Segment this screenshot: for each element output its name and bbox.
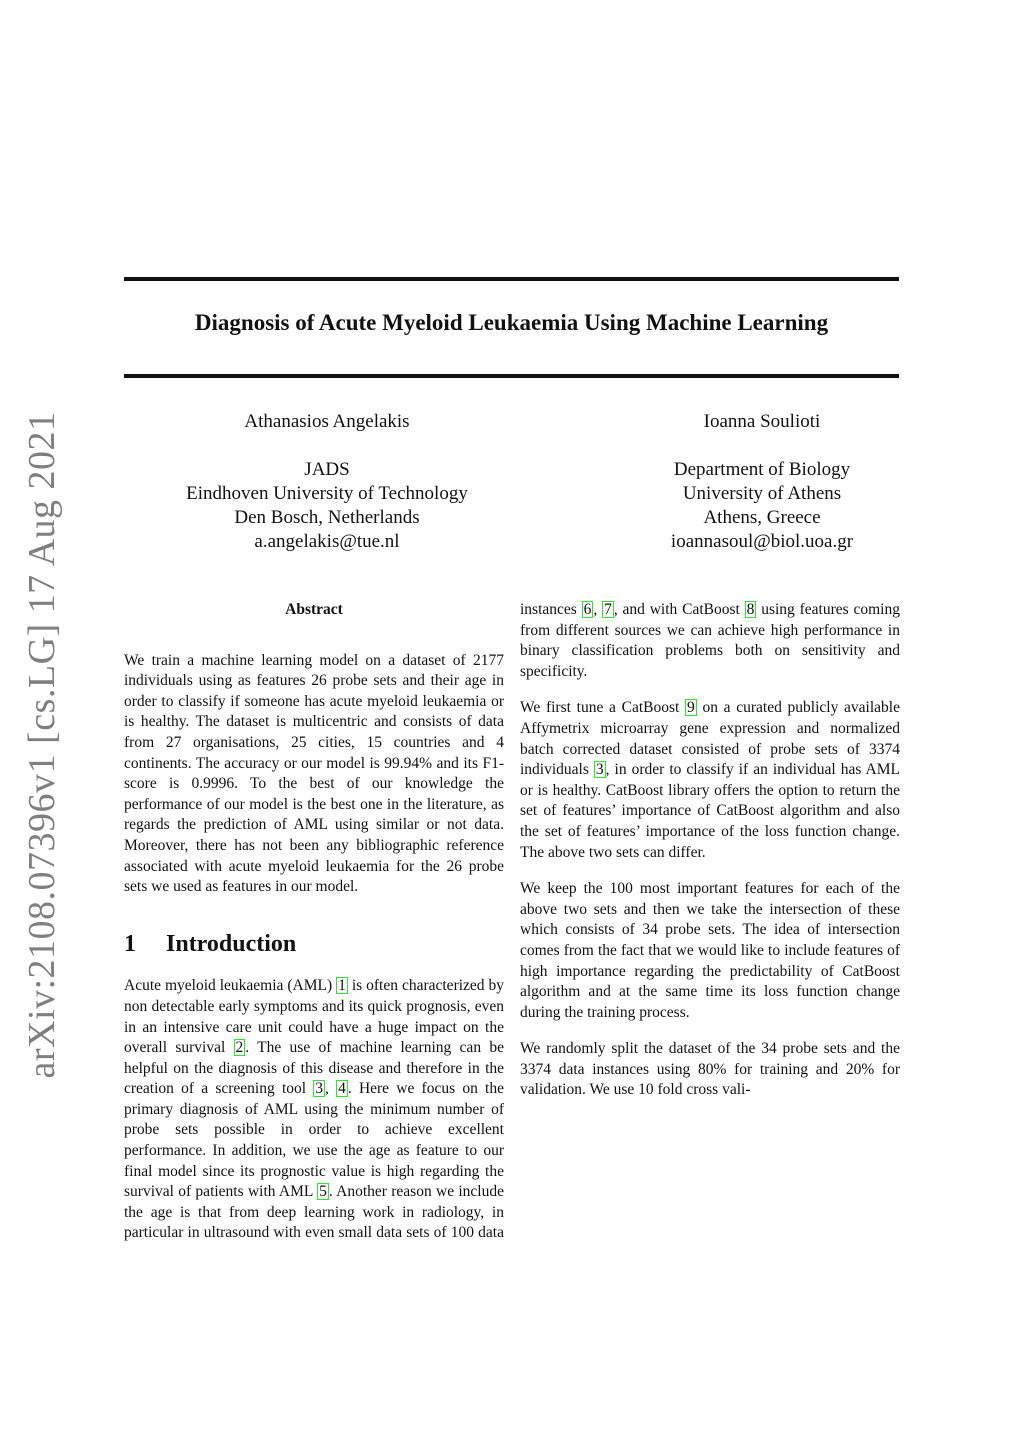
citation-link[interactable]: 3 xyxy=(315,1080,324,1098)
title-rule-bottom xyxy=(124,374,899,378)
author-affiliation-line: Eindhoven University of Technology xyxy=(186,483,468,504)
arxiv-stamp: arXiv:2108.07396v1 [cs.LG] 17 Aug 2021 xyxy=(21,411,63,1079)
author-email[interactable]: ioannasoul@biol.uoa.gr xyxy=(670,531,854,552)
intro-paragraph-2: We first tune a CatBoost 9 on a curated publicly available Affymetrix microarray gene expression and normalized batch corrected dataset consisted of probe sets of 3374 individuals 3 , in order to classify if an individual has AML or is healthy. CatBoost library offers the option to return the set of features’ importance of CatBoost algorithm and also the set of features’ importance of the loss function change. The above two sets can differ. xyxy=(520,699,900,861)
citation-link[interactable]: 2 xyxy=(235,1039,244,1057)
citation-link[interactable]: 7 xyxy=(604,601,612,618)
author-name: Athanasios Angelakis xyxy=(244,411,410,432)
intro-paragraph-1: Acute myeloid leukaemia (AML) 1 is often characterized by non detectable early symptoms and its quick prognosis, even in an intensive care unit could have a huge impact on the overall survival 2 . The use of machine learning can be helpful on the diagnosis of this disease and therefore in the creation of a screening tool 3 , 4 . Here we focus on the primary diagnosis of AML using the minimum number of probe sets possible in order to achieve excellent performance. In addition, we use the age as feature to our final model since its prognostic value is high regarding the survival of patients with AML 5 . Another reason we include the age is that from deep learning work in radiology, in particular in ultrasound with even small data sets of 100 data xyxy=(124,977,505,1242)
author-affiliation-line: JADS xyxy=(304,459,350,480)
intro-paragraph-4: We randomly split the dataset of the 34 probe sets and the 3374 data instances using 80% for training and 20% for validation. We use 10 fold cross vali- xyxy=(520,1040,900,1099)
citation-link[interactable]: 4 xyxy=(338,1080,346,1098)
intro-paragraph-3: We keep the 100 most important features for each of the above two sets and then we take the intersection of these which consists of 34 probe sets. The idea of intersection comes from the fact that we would like to include features of high importance regarding the predictability of CatBoost algorithm and at the same time its loss function change during the training process. xyxy=(520,880,900,1021)
section-title: Introduction xyxy=(166,930,297,957)
author-affiliation-line: University of Athens xyxy=(682,483,842,504)
citation-link[interactable]: 1 xyxy=(338,977,346,995)
section-heading-introduction xyxy=(124,930,504,957)
citation-link[interactable]: 9 xyxy=(687,699,695,717)
author-affiliation-line: Den Bosch, Netherlands xyxy=(234,507,420,528)
citation-link[interactable]: 5 xyxy=(319,1183,327,1201)
title-rule-top xyxy=(124,277,899,281)
citation-link[interactable]: 3 xyxy=(595,761,604,779)
abstract-heading: Abstract xyxy=(285,601,343,618)
citation-link[interactable]: 6 xyxy=(583,601,592,618)
section-number: 1 xyxy=(124,930,136,957)
intro-paragraph-1-continued: instances 6 , 7 , and with CatBoost 8 using features coming from different sources we can achieve high performance in binary classification problems both on sensitivity and specificity. xyxy=(520,601,900,680)
author-block-1 xyxy=(137,410,517,554)
author-block-2 xyxy=(572,410,952,554)
author-name: Ioanna Soulioti xyxy=(703,411,821,432)
author-affiliation-line: Athens, Greece xyxy=(703,507,821,528)
left-column xyxy=(124,600,504,1244)
right-column xyxy=(520,600,900,1101)
paper-title: Diagnosis of Acute Myeloid Leukaemia Using Machine Learning xyxy=(194,310,829,335)
abstract-text: We train a machine learning model on a dataset of 2177 individuals using as features 26 probe sets and their age in order to classify if someone has acute myeloid leukaemia or is healthy. The dataset is multicentric and consists of data from 27 organisations, 25 cities, 15 countries and 4 continents. The accuracy or our model is 99.94% and its F1-score is 0.9996. To the best of our knowledge the performance of our model is the best one in the literature, as regards the prediction of AML using similar or not data. Moreover, there has not been any bibliographic reference associated with acute myeloid leukaemia for the 26 probe sets we used as features in our model. xyxy=(124,651,504,896)
citation-link[interactable]: 8 xyxy=(746,601,755,618)
author-email[interactable]: a.angelakis@tue.nl xyxy=(254,531,400,552)
author-affiliation-line: Department of Biology xyxy=(673,459,851,480)
